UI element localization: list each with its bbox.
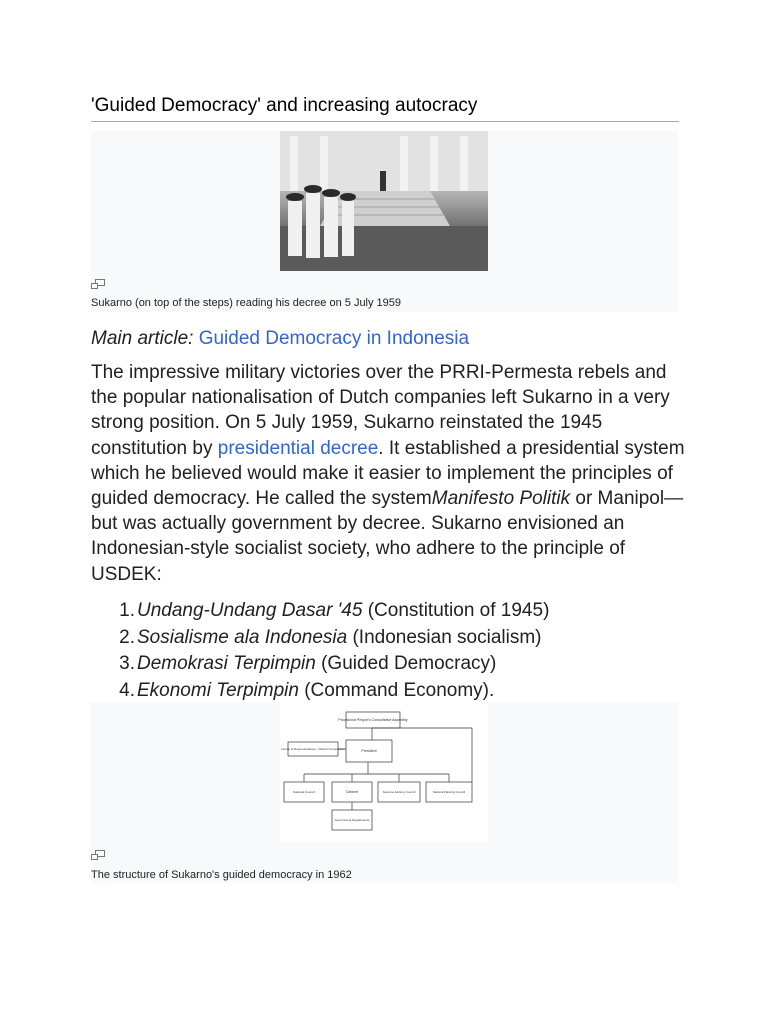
list-item <box>91 598 549 625</box>
list-term: Undang-Undang Dasar '45 <box>137 600 363 621</box>
list-desc: (Guided Democracy) <box>315 653 497 674</box>
list-number: 1. <box>119 600 135 621</box>
section-heading: 'Guided Democracy' and increasing autocracy <box>91 94 679 122</box>
list-item <box>91 651 549 678</box>
list-desc: (Indonesian socialism) <box>347 626 542 648</box>
chart-label-supreme: Supreme Advisory Council <box>382 790 416 794</box>
magnify-clip-icon[interactable] <box>91 847 105 857</box>
list-item <box>91 678 549 705</box>
chart-label-planning: National Planning Council <box>432 790 466 794</box>
list-number: 3. <box>119 653 135 674</box>
chart-label-departments: Government Departments <box>334 818 370 822</box>
figure-structure-chart <box>91 702 678 883</box>
figure-decree-photo <box>91 131 678 312</box>
main-article-link[interactable]: Guided Democracy in Indonesia <box>198 328 470 349</box>
figure-caption: The structure of Sukarno's guided democracy in 1962 <box>91 869 352 881</box>
paragraph-text: The impressive military victories over the PRRI-Permesta rebels and the popular nationalisation of Dutch companies left Sukarno in a very strong position. On 5 July 1959, Sukarno reinstated the 1945 constitution by <box>91 362 670 459</box>
list-term: Sosialisme ala Indonesia <box>137 626 348 648</box>
list-desc: (Command Economy). <box>298 679 495 701</box>
paragraph-italic: Manifesto Politik <box>431 488 571 510</box>
list-desc: (Constitution of 1945) <box>362 600 550 621</box>
magnify-clip-icon[interactable] <box>91 276 105 286</box>
list-item <box>91 625 549 652</box>
main-article-hatnote <box>91 327 469 351</box>
body-paragraph <box>91 360 691 587</box>
decree-photo[interactable] <box>280 131 488 271</box>
structure-chart-image[interactable] <box>280 702 488 842</box>
list-number: 2. <box>119 626 135 648</box>
chart-label-president: President <box>361 749 377 753</box>
presidential-decree-link[interactable]: presidential decree <box>217 437 379 459</box>
hatnote-label: Main article: <box>91 328 194 349</box>
paragraph-text: . It established a presidential system which he believed would make it easier to implement the principles of guided democracy. He called the system <box>91 437 685 510</box>
figure-caption: Sukarno (on top of the steps) reading his decree on 5 July 1959 <box>91 297 402 309</box>
chart-label-house: House of Representatives - Mutual Cooperation <box>281 747 345 751</box>
list-term: Demokrasi Terpimpin <box>137 653 316 674</box>
paragraph-text: or Manipol—but was actually government by decree. Sukarno envisioned an Indonesian-style socialist society, who adhere to the principle of USDEK: <box>91 488 684 585</box>
usdek-list <box>91 598 549 704</box>
list-number: 4. <box>119 679 135 701</box>
chart-label-assembly: Provisional People's Consultative Assembly <box>338 718 408 722</box>
chart-label-national-council: National Council <box>293 790 315 794</box>
list-term: Ekonomi Terpimpin <box>137 679 299 701</box>
chart-label-cabinet: Cabinet <box>345 790 359 794</box>
